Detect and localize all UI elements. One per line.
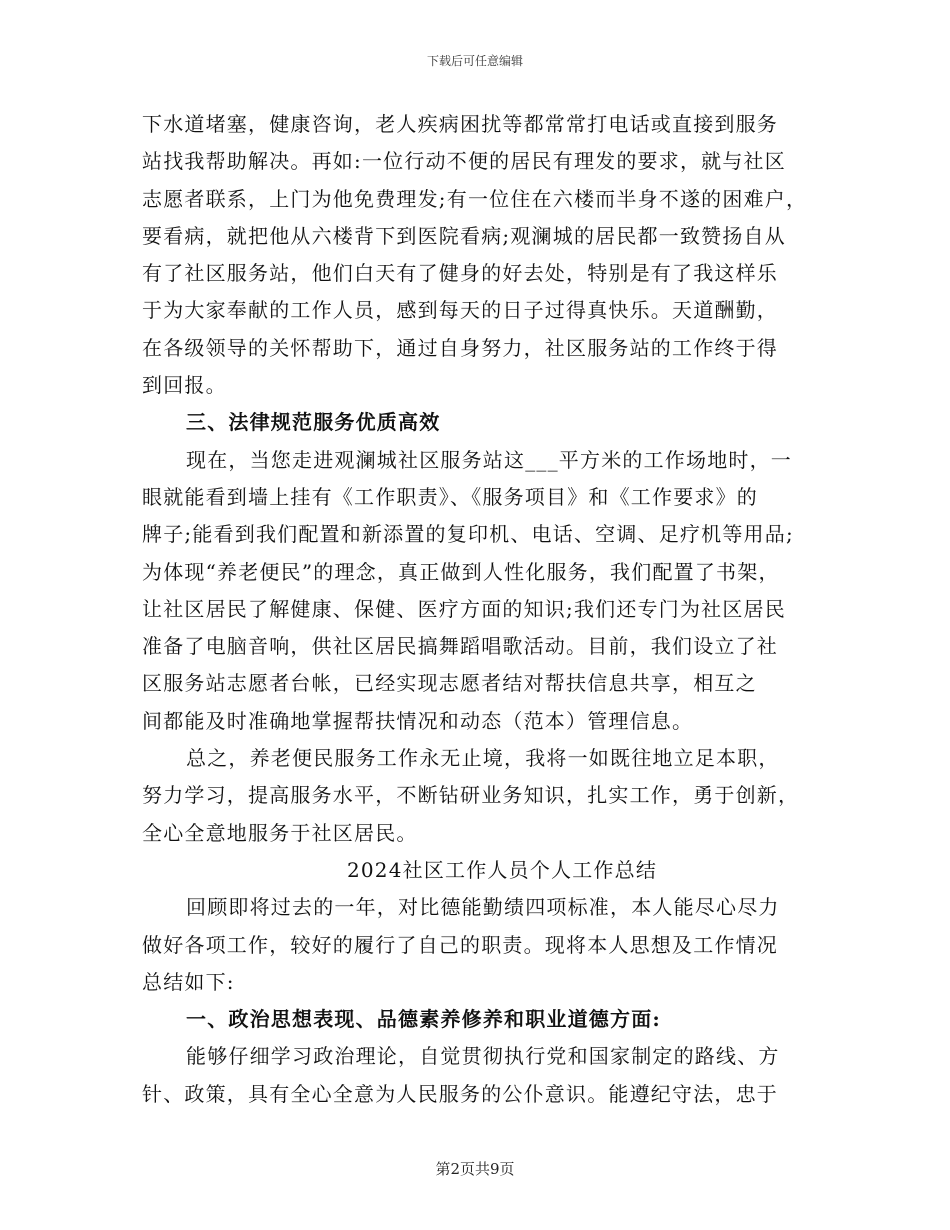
section-heading: 一、政治思想表现、品德素养修养和职业道德方面: (186, 1007, 661, 1032)
body-line: 志愿者联系，上门为他免费理发;有一位住在六楼而半身不遂的困难户， (142, 186, 808, 211)
body-line: 让社区居民了解健康、保健、医疗方面的知识;我们还专门为社区居民 (142, 596, 786, 621)
body-line: 牌子;能看到我们配置和新添置的复印机、电话、空调、足疗机等用品; (142, 522, 794, 547)
body-line: 努力学习，提高服务水平，不断钻研业务知识，扎实工作，勇于创新， (142, 783, 800, 808)
section-heading: 三、法律规范服务优质高效 (186, 410, 441, 435)
body-line: 准备了电脑音响，供社区居民搞舞蹈唱歌活动。目前，我们设立了社 (142, 634, 778, 659)
paragraph-first-line: 回顾即将过去的一年，对比德能勤绩四项标准，本人能尽心尽力 (186, 895, 780, 920)
document-body (142, 106, 812, 1113)
body-line: 站找我帮助解决。再如:一位行动不便的居民有理发的要求，就与社区 (142, 149, 786, 174)
body-line: 眼就能看到墙上挂有《工作职责》、《服务项目》和《工作要求》的 (142, 484, 758, 509)
body-line: 全心全意地服务于社区居民。 (142, 820, 418, 845)
page-number: 第2页共9页 (435, 1160, 515, 1178)
body-line: 针、政策，具有全心全意为人民服务的公仆意识。能遵纪守法，忠于 (142, 1081, 778, 1106)
body-line: 下水道堵塞，健康咨询，老人疾病困扰等都常常打电话或直接到服务 (142, 112, 778, 136)
body-line: 总结如下: (142, 969, 235, 994)
body-line: 要看病，就把他从六楼背下到医院看病;观澜城的居民都一致赞扬自从 (142, 223, 786, 248)
page-header: 下载后可任意编辑 (426, 54, 523, 68)
document-title: 2024社区工作人员个人工作总结 (346, 857, 658, 882)
body-line: 有了社区服务站，他们白天有了健身的好去处，特别是有了我这样乐 (142, 261, 778, 286)
body-line: 为体现“养老便民”的理念，真正做到人性化服务，我们配置了书架， (142, 559, 780, 584)
body-line: 做好各项工作，较好的履行了自己的职责。现将本人思想及工作情况 (142, 932, 778, 957)
body-line: 于为大家奉献的工作人员，感到每天的日子过得真快乐。天道酬勤， (142, 298, 778, 323)
paragraph-first-line: 现在，当您走进观澜城社区服务站这___平方米的工作场地时，一 (186, 447, 792, 472)
paragraph-first-line: 总之，养老便民服务工作永无止境，我将一如既往地立足本职， (186, 746, 780, 771)
paragraph-first-line: 能够仔细学习政治理论，自觉贯彻执行党和国家制定的路线、方 (186, 1044, 780, 1069)
body-line: 区服务站志愿者台帐，已经实现志愿者结对帮扶信息共享，相互之 (142, 671, 757, 696)
body-line: 到回报。 (142, 373, 227, 398)
body-line: 间都能及时准确地掌握帮扶情况和动态（范本）管理信息。 (142, 708, 694, 733)
body-line: 在各级领导的关怀帮助下，通过自身努力，社区服务站的工作终于得 (142, 335, 778, 360)
